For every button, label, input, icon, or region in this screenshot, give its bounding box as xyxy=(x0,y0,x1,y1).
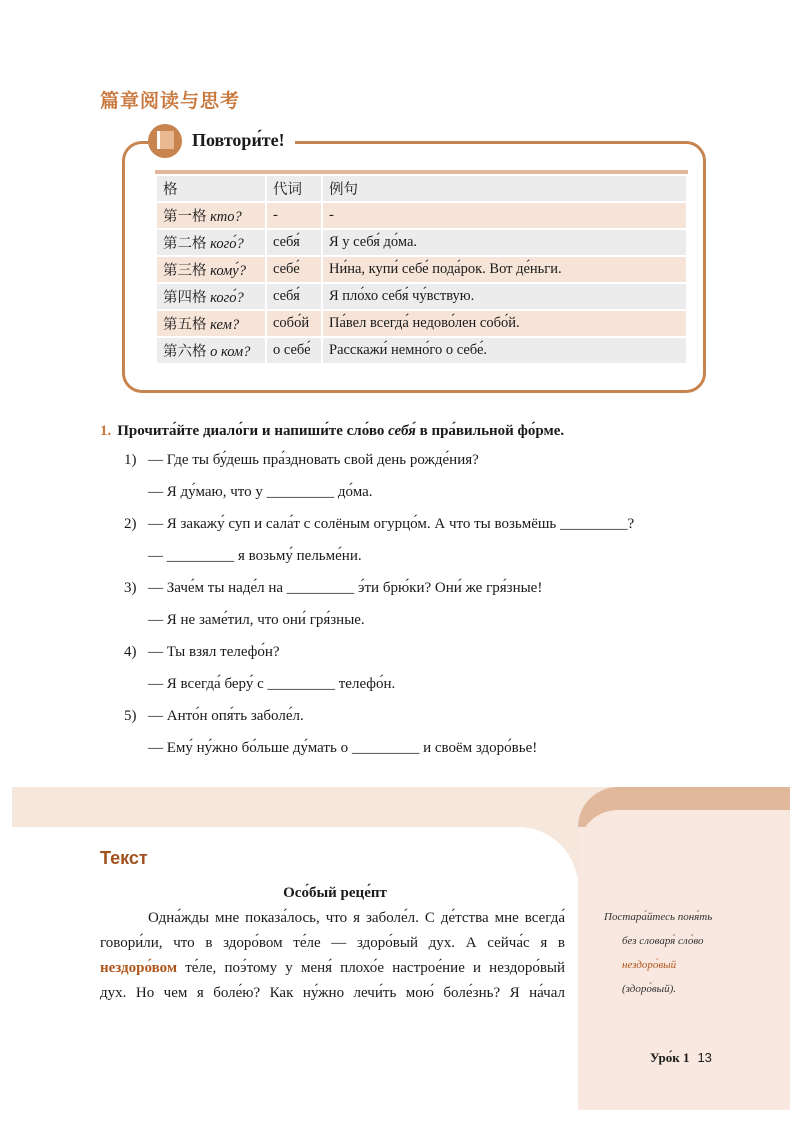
page-footer xyxy=(650,1050,712,1066)
paragraph-line: говори́ли, что в здоро́вом те́ле — здоро́вый дух. А сейча́с я в xyxy=(100,935,565,951)
case-question: кем? xyxy=(210,317,240,333)
review-title: Повтори́те! xyxy=(192,130,285,150)
item-number: 2) xyxy=(124,516,137,532)
sidebar-note-word: нездоро́вый xyxy=(622,959,677,971)
case-question: кого́? xyxy=(210,290,244,306)
text-heading: Текст xyxy=(100,848,148,868)
exercise-number: 1. xyxy=(100,423,112,439)
paragraph-line xyxy=(100,960,565,977)
case-name: 第三格 xyxy=(163,263,207,279)
dialogue-line: — Ты взял телефо́н? xyxy=(148,644,280,660)
case-cell xyxy=(157,203,265,228)
header-pronoun: 代词 xyxy=(267,176,321,201)
paragraph-line: Одна́жды мне показа́лось, что я заболе́л. С де́тства мне всегда́ xyxy=(148,910,565,926)
dialogue-line: — Где ты бу́дешь пра́здновать свой день рожде́ния? xyxy=(148,452,479,468)
example-cell: Я у себя́ до́ма. xyxy=(323,230,686,255)
case-name: 第六格 xyxy=(163,344,207,360)
case-cell xyxy=(157,338,265,363)
exercise-item xyxy=(124,580,542,597)
example-cell: Ни́на, купи́ себе́ пода́рок. Вот де́ньги. xyxy=(323,257,686,282)
exercise-title-text: Прочита́йте диало́ги и напиши́те сло́во xyxy=(117,423,389,439)
pronoun-cell: себя́ xyxy=(267,284,321,309)
case-cell xyxy=(157,284,265,309)
paragraph-text: те́ле, поэ́тому у меня́ плохо́е настрое́ние и нездоро́вый xyxy=(185,960,566,976)
case-table xyxy=(155,170,688,365)
exercise-title xyxy=(100,423,564,440)
dialogue-line: — Ему́ ну́жно бо́льше ду́мать о _________ и своём здоро́вье! xyxy=(148,740,538,756)
lesson-label: Уро́к 1 xyxy=(650,1050,690,1065)
case-name: 第五格 xyxy=(163,317,207,333)
exercise-item xyxy=(124,644,280,661)
case-question: о ком? xyxy=(210,344,251,360)
page-number: 13 xyxy=(697,1050,712,1065)
sidebar-note: без словаря́ сло́во xyxy=(622,935,704,947)
exercise-item xyxy=(124,708,304,725)
chapter-heading: 篇章阅读与思考 xyxy=(100,90,241,112)
item-number: 5) xyxy=(124,708,137,724)
item-number: 1) xyxy=(124,452,137,468)
dialogue-line: — _________ я возьму́ пельме́ни. xyxy=(148,548,362,564)
pronoun-cell: собо́й xyxy=(267,311,321,336)
case-name: 第四格 xyxy=(163,290,207,306)
case-question: кому́? xyxy=(210,263,246,279)
sidebar-note: Постара́йтесь поня́ть xyxy=(604,911,713,923)
story-title: Осо́бый реце́пт xyxy=(283,885,387,901)
table-row xyxy=(157,338,686,363)
table-row xyxy=(157,257,686,282)
table-header-row xyxy=(157,176,686,201)
book-icon xyxy=(148,124,182,158)
item-number: 4) xyxy=(124,644,137,660)
case-question: кого́? xyxy=(210,236,244,252)
pronoun-cell: - xyxy=(267,203,321,228)
pronoun-cell: себя́ xyxy=(267,230,321,255)
paragraph-line: дух. Но чем я боле́ю? Как ну́жно лечи́ть мою́ боле́знь? Я на́чал xyxy=(100,985,565,1001)
case-cell xyxy=(157,230,265,255)
dialogue-line: — Я не заме́тил, что они́ гря́зные. xyxy=(148,612,365,628)
sidebar xyxy=(578,827,790,1110)
header-case: 格 xyxy=(157,176,265,201)
highlighted-word: нездоро́вом xyxy=(100,960,178,976)
example-cell: Па́вел всегда́ недово́лен собо́й. xyxy=(323,311,686,336)
case-cell xyxy=(157,257,265,282)
example-cell: Я пло́хо себя́ чу́вствую. xyxy=(323,284,686,309)
sidebar-note: (здоро́вый). xyxy=(622,983,677,995)
case-name: 第一格 xyxy=(163,209,207,225)
exercise-item xyxy=(124,452,479,469)
case-question: кто? xyxy=(210,209,242,225)
item-number: 3) xyxy=(124,580,137,596)
exercise-title-text: в пра́вильной фо́рме. xyxy=(415,423,565,439)
exercise-title-word: себя́ xyxy=(388,423,416,439)
dialogue-line: — Я ду́маю, что у _________ до́ма. xyxy=(148,484,373,500)
table-row xyxy=(157,203,686,228)
pronoun-cell: себе́ xyxy=(267,257,321,282)
case-name: 第二格 xyxy=(163,236,207,252)
case-cell xyxy=(157,311,265,336)
pronoun-cell: о себе́ xyxy=(267,338,321,363)
dialogue-line: — Я закажу́ суп и сала́т с солёным огурцо́м. А что ты возьмёшь _________? xyxy=(148,516,635,532)
example-cell: - xyxy=(323,203,686,228)
dialogue-line: — Я всегда́ беру́ с _________ телефо́н. xyxy=(148,676,396,692)
header-example: 例句 xyxy=(323,176,686,201)
example-cell: Расскажи́ немно́го о себе́. xyxy=(323,338,686,363)
dialogue-line: — Заче́м ты наде́л на _________ э́ти брю́ки? Они́ же гря́зные! xyxy=(148,580,543,596)
table-row xyxy=(157,284,686,309)
dialogue-line: — Анто́н опя́ть заболе́л. xyxy=(148,708,304,724)
table-row xyxy=(157,230,686,255)
table-row xyxy=(157,311,686,336)
exercise-item xyxy=(124,516,634,533)
